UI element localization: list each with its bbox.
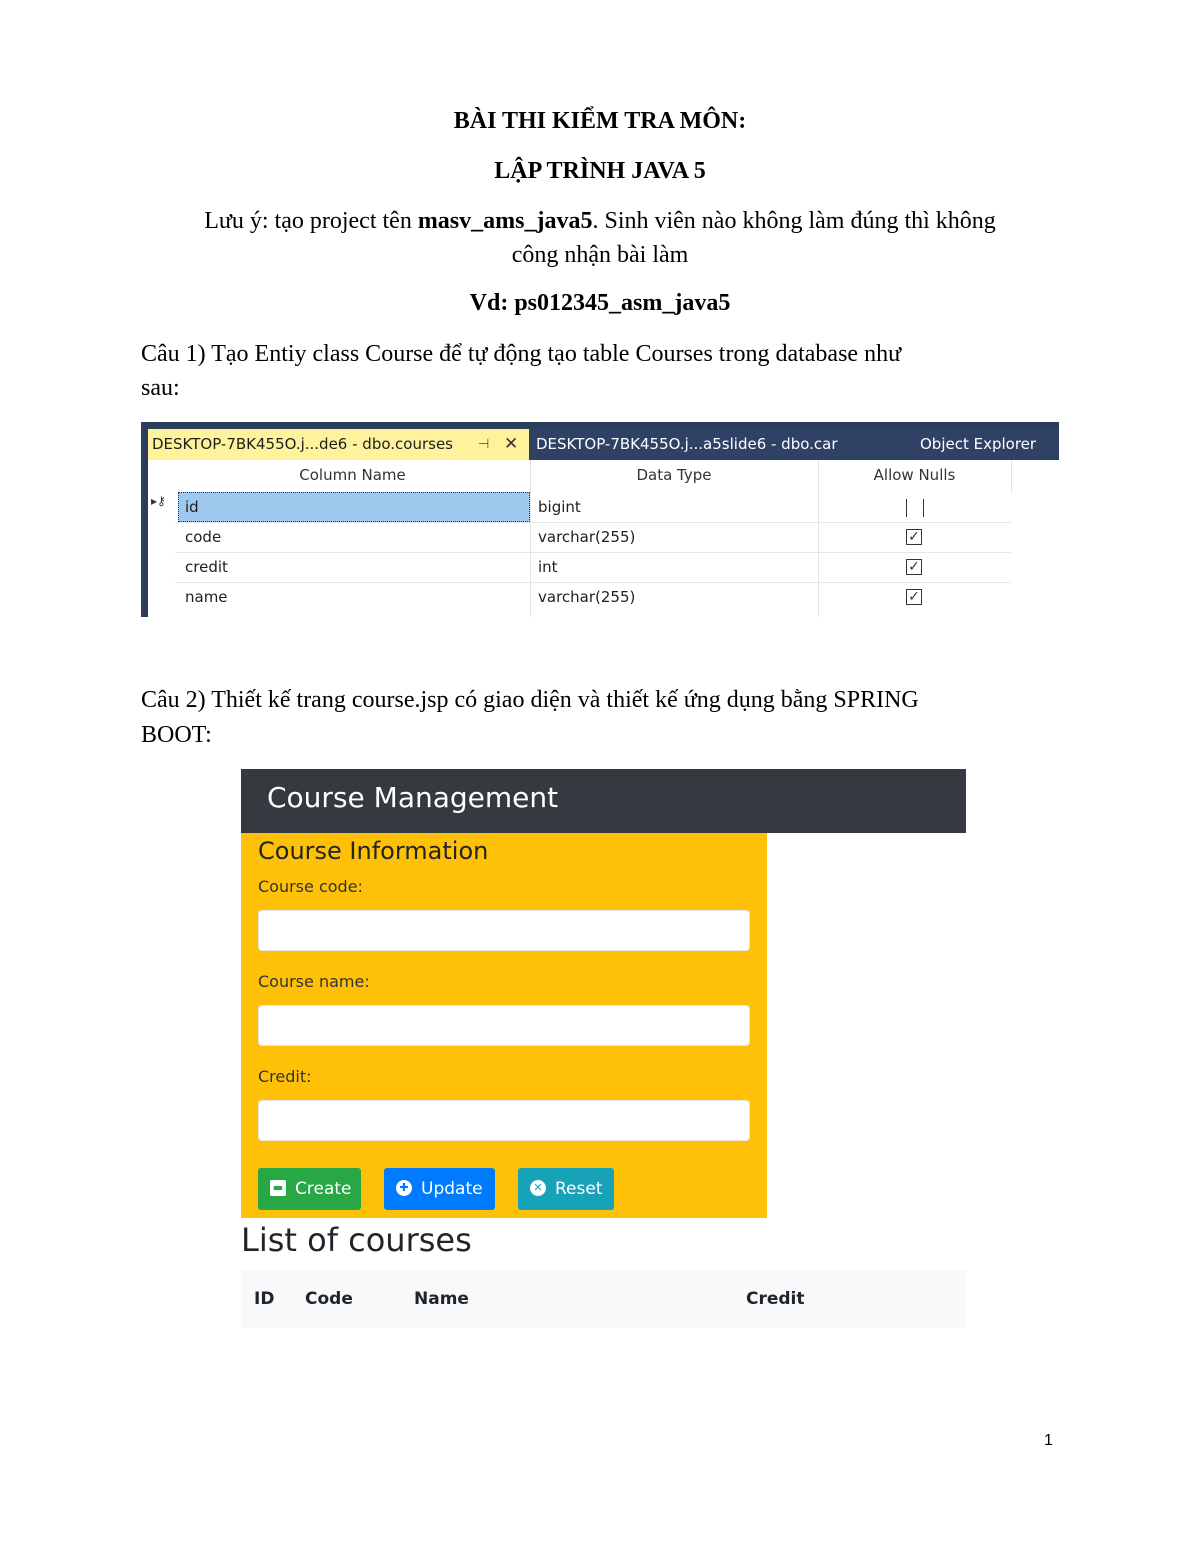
selected-cell: [178, 492, 530, 522]
navbar-brand[interactable]: Course Management: [267, 781, 559, 814]
times-circle-icon: ✕: [530, 1180, 546, 1196]
course-form: [241, 833, 767, 1218]
col-header-allow-nulls: Allow Nulls: [873, 466, 956, 484]
update-button-label: Update: [421, 1179, 483, 1199]
question1-line2: sau:: [141, 375, 180, 401]
th-id: ID: [254, 1289, 275, 1309]
th-credit: Credit: [746, 1289, 805, 1309]
question2-line2: BOOT:: [141, 722, 212, 748]
col-divider: [818, 460, 819, 617]
plus-circle-icon: ✚: [396, 1180, 412, 1196]
row-selector-key-icon: ▸⚷: [151, 494, 166, 508]
tab-dbo-car[interactable]: DESKTOP-7BK455O.j...a5slide6 - dbo.car: [536, 435, 838, 453]
example-line: Vd: ps012345_asm_java5: [469, 290, 731, 316]
courses-table-header: [241, 1270, 966, 1328]
doc-title-line2: LẬP TRÌNH JAVA 5: [494, 158, 706, 184]
close-icon[interactable]: ✕: [504, 434, 519, 454]
page-number: 1: [1044, 1432, 1053, 1449]
cell-data-type[interactable]: varchar(255): [538, 528, 636, 546]
ssms-table-designer: [141, 422, 1059, 617]
reset-button[interactable]: [518, 1168, 614, 1210]
col-header-column-name: Column Name: [299, 466, 406, 484]
row-divider: [175, 552, 1011, 553]
col-divider: [1011, 460, 1012, 492]
note-project-name: masv_ams_java5: [417, 208, 593, 234]
col-header-data-type: Data Type: [636, 466, 712, 484]
question2-line1: Câu 2) Thiết kế trang course.jsp có giao diện và thiết kế ứng dụng bằng SPRING: [141, 687, 919, 713]
ssms-left-border: [141, 422, 148, 617]
note-line1: [0, 204, 1200, 238]
th-name: Name: [414, 1289, 469, 1309]
navbar: [241, 769, 966, 833]
save-icon: ▬: [270, 1180, 286, 1196]
reset-button-label: Reset: [555, 1179, 603, 1199]
create-button[interactable]: [258, 1168, 361, 1210]
doc-title-line1: BÀI THI KIỂM TRA MÔN:: [453, 108, 747, 134]
note-suffix: . Sinh viên nào không làm đúng thì không: [592, 208, 996, 234]
course-name-input[interactable]: [258, 1005, 750, 1046]
cell-data-type[interactable]: varchar(255): [538, 588, 636, 606]
cell-column-name[interactable]: credit: [185, 558, 228, 576]
tab-dbo-courses-label: DESKTOP-7BK455O.j...de6 - dbo.courses: [152, 435, 453, 453]
note-prefix: Lưu ý: tạo project tên: [204, 208, 418, 234]
cell-column-name[interactable]: name: [185, 588, 228, 606]
th-code: Code: [305, 1289, 353, 1309]
tab-object-explorer[interactable]: Object Explorer: [920, 435, 1037, 453]
allow-nulls-checkbox-unchecked[interactable]: [906, 499, 924, 517]
allow-nulls-checkbox-checked[interactable]: ✓: [906, 559, 922, 575]
form-title: Course Information: [258, 837, 489, 865]
cell-data-type[interactable]: int: [538, 558, 558, 576]
ssms-top-border: [141, 422, 1059, 429]
course-name-label: Course name:: [258, 972, 370, 991]
ssms-tab-row: [148, 429, 1059, 460]
credit-input[interactable]: [258, 1100, 750, 1141]
update-button[interactable]: [384, 1168, 495, 1210]
cell-data-type[interactable]: bigint: [538, 498, 581, 516]
allow-nulls-checkbox-checked[interactable]: ✓: [906, 589, 922, 605]
pin-icon[interactable]: ⊣: [478, 437, 490, 452]
course-management-mockup: [241, 769, 966, 1334]
credit-label: Credit:: [258, 1067, 312, 1086]
cell-column-name[interactable]: code: [185, 528, 222, 546]
cell-column-name[interactable]: id: [185, 498, 199, 516]
tab-dbo-courses[interactable]: [148, 429, 529, 460]
question1-line1: Câu 1) Tạo Entiy class Course để tự động tạo table Courses trong database như: [141, 341, 902, 367]
create-button-label: Create: [295, 1179, 352, 1199]
course-code-input[interactable]: [258, 910, 750, 951]
allow-nulls-checkbox-checked[interactable]: ✓: [906, 529, 922, 545]
note-line2: công nhận bài làm: [511, 242, 689, 268]
course-code-label: Course code:: [258, 877, 363, 896]
list-title: List of courses: [241, 1221, 472, 1259]
col-divider: [530, 460, 531, 617]
